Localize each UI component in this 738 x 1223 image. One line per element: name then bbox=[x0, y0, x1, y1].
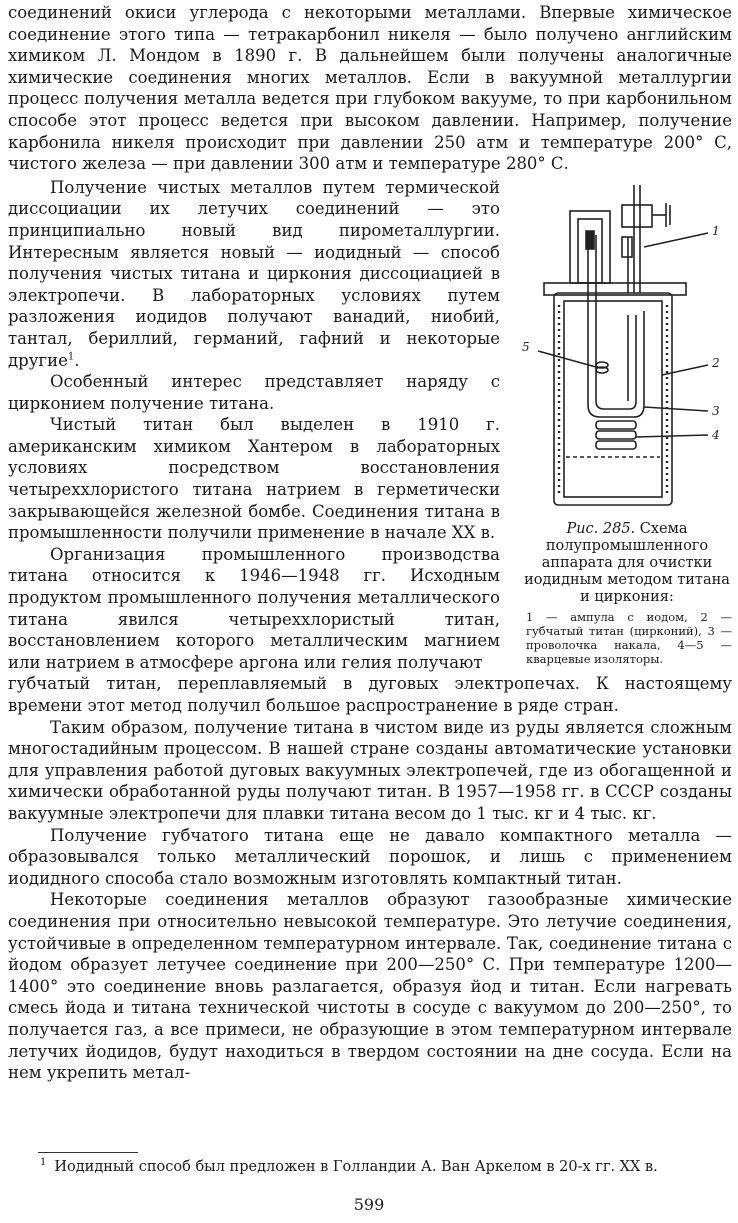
figure-285 bbox=[510, 175, 736, 666]
insulator-stack bbox=[596, 421, 636, 429]
paragraph-spongy-titanium: Получение губчатого титана еще не давало компактного металла — образовывался только металлический порошок, и лишь с применением иодидного способа стало возможным изготовлять компактный титан. bbox=[8, 825, 732, 888]
paragraph-pure-titanium: Чистый титан был выделен в 1910 г. американским химиком Хантером в лабораторных условиях посредством восстановления четыреххлористого титана натрием в герметически закрывающейся железной бомбе. Соединения титана в промышленности получили применение в начале XX в. bbox=[8, 415, 500, 543]
footnote-ref: 1 bbox=[67, 351, 75, 362]
top-cap-inner bbox=[578, 219, 602, 283]
figure-caption-text: Схема полупромышленного аппарата для очистки иодидным методом титана и циркония: bbox=[524, 521, 730, 605]
label-5: 5 bbox=[522, 340, 530, 354]
footnote bbox=[40, 1158, 730, 1176]
paragraph-thermal-dissociation bbox=[8, 177, 500, 371]
footnote-divider bbox=[38, 1152, 138, 1153]
label-1: 1 bbox=[712, 224, 720, 238]
paragraph-organization-continued: губчатый титан, переплавляемый в дуговых электропечах. К настоящему времени этот метод получил большое распространение в ряде стран. bbox=[8, 674, 732, 715]
outer-vessel bbox=[554, 293, 672, 505]
footnote-mark: 1 bbox=[40, 1157, 47, 1169]
label-2: 2 bbox=[712, 356, 720, 370]
clamp bbox=[622, 205, 652, 227]
footnote-text: Иодидный способ был предложен в Голландии А. Ван Аркелом в 20-х гг. XX в. bbox=[54, 1159, 658, 1175]
paragraph-carbonyl: соединений окиси углерода с некоторыми металлами. Впервые химическое соединение этого типа — тетракарбонил никеля — было получено английским химиком Л. Мондом в 1890 г. В дальнейшем были получены аналогичные химические соединения многих металлов. Если в вакуумной металлургии процесс получения металла ведется при глубоком вакууме, то при карбонильном способе этот процесс ведется при высоком давлении. Например, получение карбонила никеля происходит при давлении 250 атм и температуре 200° С, чистого железа — при давлении 300 атм и температуре 280° С. bbox=[8, 3, 732, 174]
figure-legend: 1 — ампула с иодом, 2 — губчатый титан (цирконий), 3 — проволочка накала, 4—5 — кварцевые изоляторы. bbox=[526, 610, 732, 666]
paragraph-organization: Организация промышленного производства титана относится к 1946—1948 гг. Исходным продуктом промышленного получения металлического титана явился четыреххлористый титан, восстановлением которого металлическим магнием или натрием в атмосфере аргона или гелия получают bbox=[8, 544, 500, 672]
figure-number: Рис. 285. bbox=[566, 521, 636, 537]
figure-caption bbox=[510, 521, 736, 606]
inner-vessel bbox=[564, 301, 662, 497]
page-number: 599 bbox=[353, 1195, 385, 1214]
paragraph-volatile-compounds: Некоторые соединения металлов образуют газообразные химические соединения при относительно невысокой температуре. Это летучие соединения, устойчивые в определенном температурном интервале. Так, соединение титана с йодом образует летучее соединение при 200—250° С. При температуре 1200—1400° это соединение вновь разлагается, образуя йод и титан. Если нагревать смесь йода и титана технической чистоты в сосуде с вакуумом до 200—250°, то получается газ, а все примеси, не образующие в этом температурном интервале летучих йодидов, будут находиться в твердом состоянии на дне сосуда. Если на нем укрепить метал- bbox=[8, 890, 732, 1083]
paragraph-special-interest: Особенный интерес представляет наряду с цирконием получение титана. bbox=[8, 372, 500, 413]
paragraph-thus: Таким образом, получение титана в чистом виде из руды является сложным многостадийным процессом. В нашей стране созданы автоматические установки для управления работой дуговых вакуумных электропечей, где из обогащенной и химически обработанной руды получают титан. В 1957—1958 гг. в СССР созданы вакуумные электропечи для плавки титана весом до 1 тыс. кг и 4 тыс. кг. bbox=[8, 717, 732, 823]
paragraph-thermal-dissociation-end: . bbox=[74, 350, 80, 370]
label-3: 3 bbox=[712, 404, 720, 418]
apparatus-diagram bbox=[516, 175, 728, 515]
label-4: 4 bbox=[712, 428, 720, 442]
paragraph-thermal-dissociation-text: Получение чистых металлов путем термической диссоциации их летучих соединений — это принципиально новый вид пирометаллургии. Интересным является новый — иодидный — способ получения чистых титана и циркония диссоциацией в электропечи. В лабораторных условиях путем разложения иодидов получают ванадий, ниобий, тантал, бериллий, германий, гафний и некоторые другие bbox=[8, 177, 500, 370]
